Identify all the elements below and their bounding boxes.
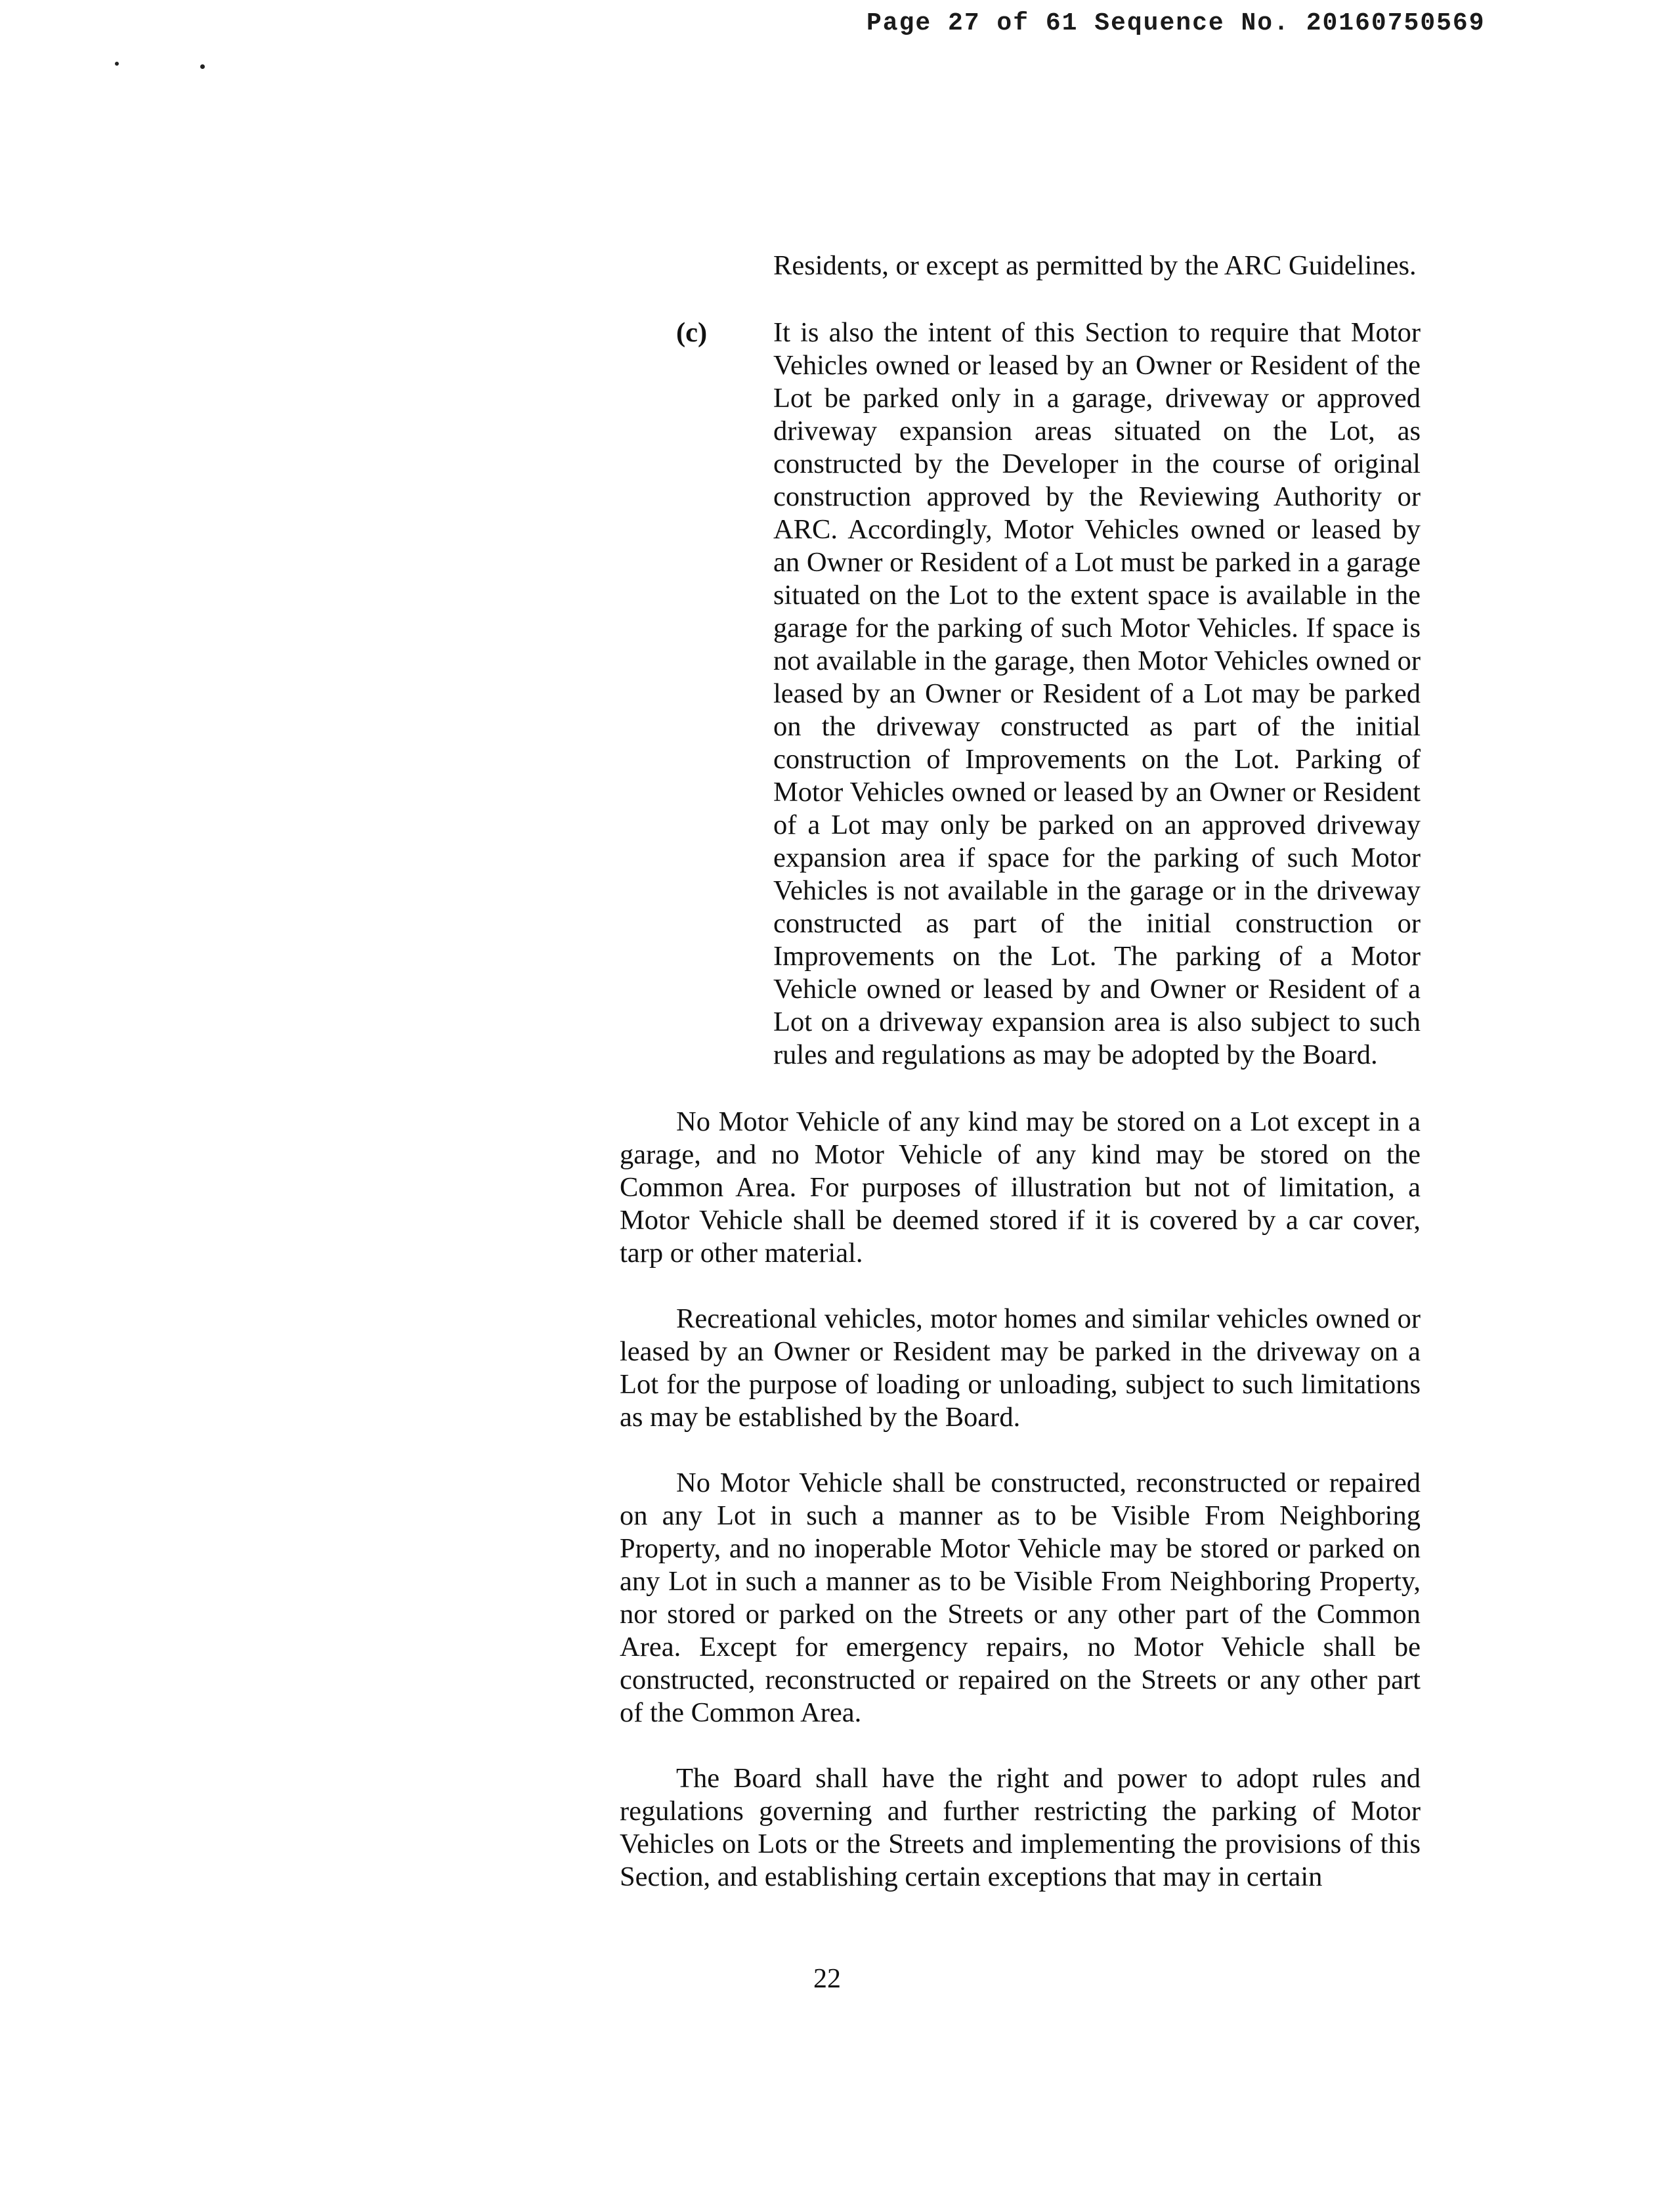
page-number: 22 xyxy=(813,1964,841,1994)
subsection-label: (c) xyxy=(676,317,708,348)
page-sequence-header: Page 27 of 61 Sequence No. 20160750569 xyxy=(867,9,1486,37)
continuation-text: Residents, or except as permitted by the ARC Guidelines. xyxy=(773,250,1417,281)
paragraph-repairs: No Motor Vehicle shall be constructed, reconstructed or repaired on any Lot in such a manner as to be Visible From Neighboring Property, and no inoperable Motor Vehicle may be stored or parked on any Lot in such a manner as to be Visible From Neighboring Property, nor stored or parked on the Streets or any other part of the Common Area. Except for emergency repairs, no Motor Vehicle shall be constructed, reconstructed or repaired on the Streets or any other part of the Common Area. xyxy=(620,1467,1421,1728)
subsection-c xyxy=(620,316,1421,1072)
scan-speck xyxy=(115,62,119,66)
paragraph-storage: No Motor Vehicle of any kind may be stored on a Lot except in a garage, and no Motor Vehicle of any kind may be stored on the Common Area. For purposes of illustration but not of limitation, a Motor Vehicle shall be deemed stored if it is covered by a car cover, tarp or other material. xyxy=(620,1106,1421,1269)
scan-speck xyxy=(200,64,205,69)
subsection-text: It is also the intent of this Section to require that Motor Vehicles owned or leased by an Owner or Resident of the Lot be parked only in a garage, driveway or approved driveway expansion areas situated on the Lot, as constructed by the Developer in the course of original construction approved by the Reviewing Authority or ARC. Accordingly, Motor Vehicles owned or leased by an Owner or Resident of a Lot must be parked in a garage situated on the Lot to the extent space is available in the garage for the parking of such Motor Vehicles. If space is not available in the garage, then Motor Vehicles owned or leased by an Owner or Resident of a Lot may be parked on the driveway constructed as part of the initial construction of Improvements on the Lot. Parking of Motor Vehicles owned or leased by an Owner or Resident of a Lot may only be parked on an approved driveway expansion area if space for the parking of such Motor Vehicles is not available in the garage or in the driveway constructed as part of the initial construction or Improvements on the Lot. The parking of a Motor Vehicle owned or leased by and Owner or Resident of a Lot on a driveway expansion area is also subject to such rules and regulations as may be adopted by the Board. xyxy=(773,317,1421,1070)
paragraph-board-rules: The Board shall have the right and power to adopt rules and regulations governing and further restricting the parking of Motor Vehicles on Lots or the Streets and implementing the provisions of this Section, and establishing certain exceptions that may in certain xyxy=(620,1763,1421,1892)
document-body xyxy=(620,249,1421,1922)
paragraph-recreational-vehicles: Recreational vehicles, motor homes and similar vehicles owned or leased by an Owner or Resident may be parked in the driveway on a Lot for the purpose of loading or unloading, subject to such limitations as may be established by the Board. xyxy=(620,1303,1421,1433)
